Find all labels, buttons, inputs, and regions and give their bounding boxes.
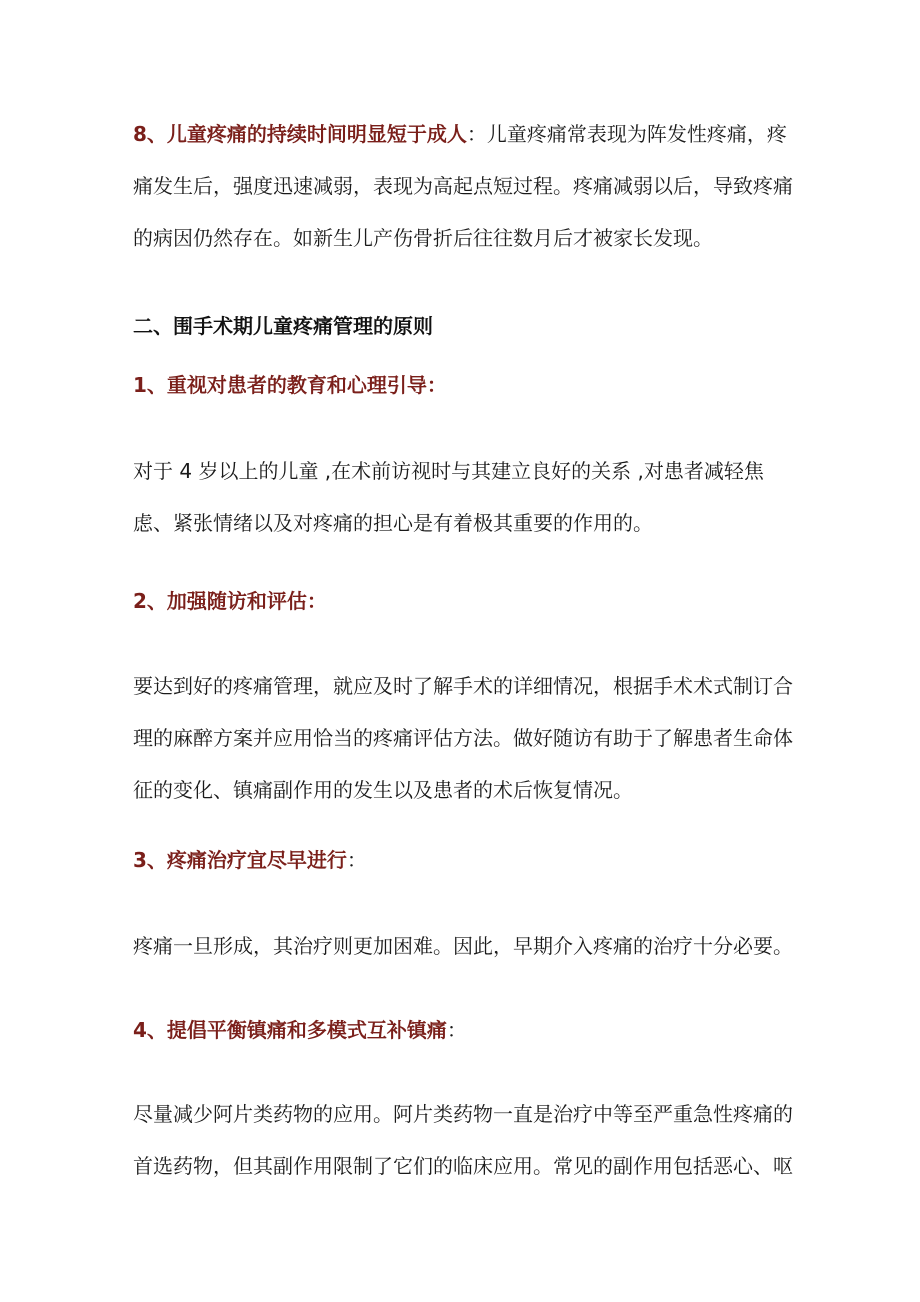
section-8-body: 儿童疼痛常表现为阵发性疼痛，疼痛发生后，强度迅速减弱，表现为高起点短过程。疼痛减弱以后，导致疼痛的病因仍然存在。如新生儿产伤骨折后往往数月后才被家长发现。 [133, 122, 793, 250]
section-8-heading: 8、儿童疼痛的持续时间明显短于成人 [133, 122, 467, 146]
item-1-body: 对于 4 岁以上的儿童 ,在术前访视时与其建立良好的关系 ,对患者减轻焦虑、紧张情绪以及对疼痛的担心是有着极其重要的作用的。 [133, 459, 764, 535]
item-4-heading-line [133, 1004, 803, 1056]
item-2-body: 要达到好的疼痛管理，就应及时了解手术的详细情况，根据手术术式制订合理的麻醉方案并应用恰当的疼痛评估方法。做好随访有助于了解患者生命体征的变化、镇痛副作用的发生以及患者的术后恢复情况。 [133, 674, 793, 802]
item-4-heading: 4、提倡平衡镇痛和多模式互补镇痛 [133, 1018, 447, 1042]
item-4-colon: ： [446, 1018, 467, 1042]
item-1-heading: 1、重视对患者的教育和心理引导： [133, 373, 447, 397]
section-8-paragraph [133, 108, 803, 264]
item-4-body: 尽量减少阿片类药物的应用。阿片类药物一直是治疗中等至严重急性疼痛的首选药物，但其副作用限制了它们的临床应用。常见的副作用包括恶心、呕 [133, 1102, 793, 1178]
item-3-heading-line [133, 834, 803, 886]
item-3-body: 疼痛一旦形成，其治疗则更加困难。因此，早期介入疼痛的治疗十分必要。 [133, 934, 793, 958]
part-2-title: 二、围手术期儿童疼痛管理的原则 [133, 314, 433, 338]
item-2-heading: 2、加强随访和评估： [133, 589, 327, 613]
item-3-heading: 3、疼痛治疗宜尽早进行 [133, 848, 347, 872]
section-8-colon: ： [466, 122, 487, 146]
item-3-colon: ： [346, 848, 367, 872]
